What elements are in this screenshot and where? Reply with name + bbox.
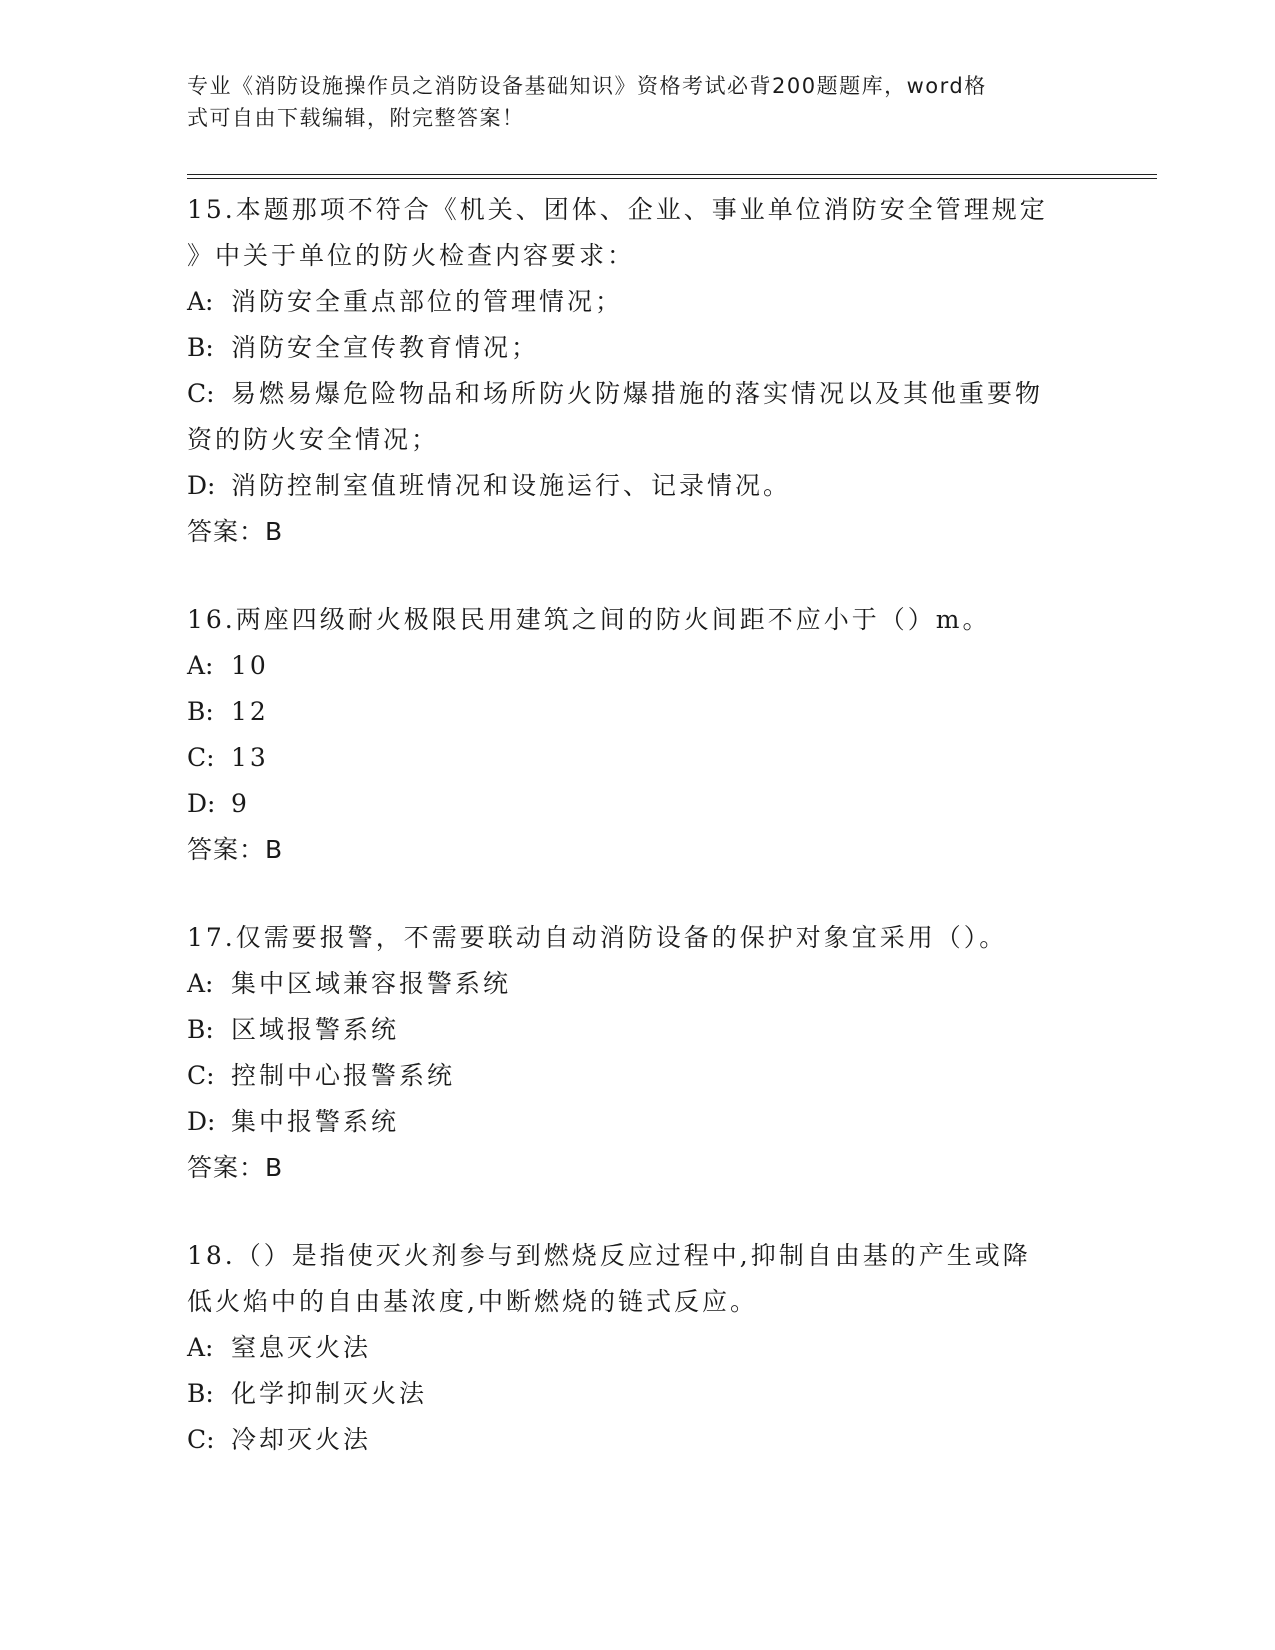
option-a	[187, 279, 1087, 325]
option-c	[187, 371, 1087, 417]
option-c-continued: 资的防火安全情况；	[187, 425, 440, 454]
question-15	[187, 187, 1157, 555]
option-text: 化学抑制灭火法	[231, 1379, 428, 1408]
divider-line	[187, 174, 1157, 175]
question-stem: 》中关于单位的防火检查内容要求：	[187, 241, 636, 270]
option-key: D:	[187, 789, 216, 818]
spacer	[187, 873, 1157, 915]
question-stem: 18.（）是指使灭火剂参与到燃烧反应过程中,抑制自由基的产生或降	[187, 1241, 1031, 1270]
option-key: B:	[187, 1379, 214, 1408]
document-page	[187, 70, 1157, 1463]
question-17	[187, 915, 1157, 1191]
option-a	[187, 1325, 1087, 1371]
question-16	[187, 597, 1157, 873]
option-key: D:	[187, 1107, 216, 1136]
option-text: 12	[231, 697, 269, 726]
option-text: 控制中心报警系统	[231, 1061, 456, 1090]
option-a	[187, 961, 1087, 1007]
header-divider	[187, 174, 1157, 179]
option-text: 冷却灭火法	[231, 1425, 372, 1454]
option-key: B:	[187, 333, 214, 362]
option-b	[187, 689, 1087, 735]
option-key: C:	[187, 379, 215, 408]
answer-line: 答案：B	[187, 1153, 284, 1182]
header-line: 式可自由下载编辑，附完整答案！	[187, 106, 525, 130]
option-b	[187, 325, 1087, 371]
spacer	[187, 1191, 1157, 1233]
option-text: 消防控制室值班情况和设施运行、记录情况。	[231, 471, 792, 500]
option-key: C:	[187, 1425, 215, 1454]
answer-line: 答案：B	[187, 517, 284, 546]
option-key: A:	[187, 287, 214, 316]
option-text: 窒息灭火法	[231, 1333, 372, 1362]
option-c	[187, 735, 1087, 781]
option-text: 9	[231, 789, 250, 818]
option-key: B:	[187, 1015, 214, 1044]
question-stem: 17.仅需要报警，不需要联动自动消防设备的保护对象宜采用（）。	[187, 923, 1008, 952]
option-key: A:	[187, 969, 214, 998]
option-c	[187, 1053, 1087, 1099]
question-18	[187, 1233, 1157, 1463]
answer-line: 答案：B	[187, 835, 284, 864]
option-text: 13	[231, 743, 269, 772]
option-text: 消防安全宣传教育情况；	[231, 333, 540, 362]
question-stem: 低火焰中的自由基浓度,中断燃烧的链式反应。	[187, 1287, 758, 1316]
option-key: B:	[187, 697, 214, 726]
divider-line	[187, 178, 1157, 179]
option-a	[187, 643, 1087, 689]
option-text: 区域报警系统	[231, 1015, 400, 1044]
option-key: D:	[187, 471, 216, 500]
question-stem: 16.两座四级耐火极限民用建筑之间的防火间距不应小于（）m。	[187, 605, 991, 634]
option-d	[187, 1099, 1087, 1145]
header-line: 专业《消防设施操作员之消防设备基础知识》资格考试必背200题题库，word格	[187, 74, 987, 98]
option-key: A:	[187, 651, 214, 680]
option-text: 易燃易爆危险物品和场所防火防爆措施的落实情况以及其他重要物	[231, 379, 1044, 408]
option-text: 10	[231, 651, 269, 680]
question-stem: 15.本题那项不符合《机关、团体、企业、事业单位消防安全管理规定	[187, 195, 1048, 224]
option-key: C:	[187, 1061, 215, 1090]
document-header	[187, 70, 1157, 134]
option-d	[187, 781, 1087, 827]
option-text: 集中报警系统	[231, 1107, 400, 1136]
option-text: 集中区域兼容报警系统	[231, 969, 512, 998]
option-b	[187, 1371, 1087, 1417]
option-b	[187, 1007, 1087, 1053]
option-key: A:	[187, 1333, 214, 1362]
spacer	[187, 555, 1157, 597]
option-d	[187, 463, 1087, 509]
option-text: 消防安全重点部位的管理情况；	[231, 287, 624, 316]
option-key: C:	[187, 743, 215, 772]
option-c	[187, 1417, 1087, 1463]
